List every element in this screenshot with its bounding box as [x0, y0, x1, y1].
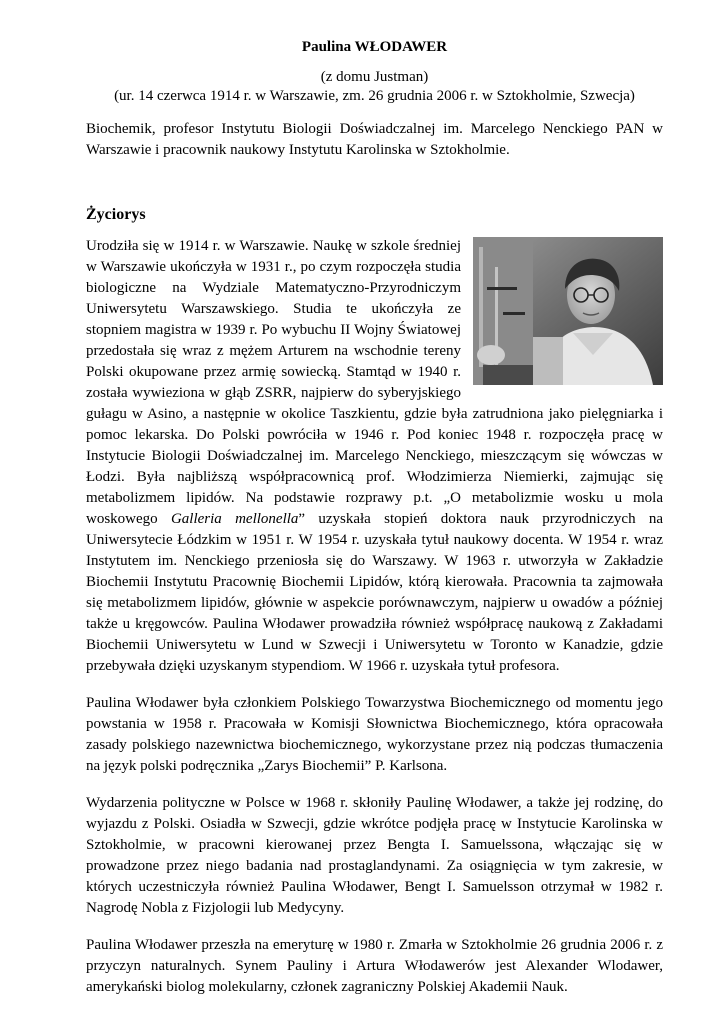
section-heading: Życiorys	[86, 206, 146, 223]
retirement-paragraph: Paulina Włodawer przeszła na emeryturę w 1980 r. Zmarła w Sztokholmie 26 grudnia 2006 r. z przyczyn naturalnych. Synem Pauliny i Artura Włodawerów jest Alexander Wlodawer, amerykański biolog molekularny, członek zagraniczny Polskiej Akademii Nauk.	[86, 937, 663, 995]
person-name: Paulina WŁODAWER	[301, 39, 448, 55]
species-name: Galleria mellonella	[170, 511, 299, 527]
document-page	[86, 38, 663, 998]
maiden-name: (z domu Justman)	[320, 69, 429, 85]
biography-text-part2: ” uzyskała stopień doktora nauk przyrodniczych na Uniwersytecie Łódzkim w 1951 r. W 1954 r. uzyskała tytuł naukowy docenta. W 1954 r. wraz Instytutem im. Nenckiego przeniosła się do Warszawy. W 1963 r. utworzyła w Zakładzie Biochemii Instytutu Pracownię Biochemii Lipidów, którą kierowała. Pracownia ta zajmowała się metabolizmem lipidów, głównie w aspekcie porównawczym, najpierw u owadów a później także u kręgowców. Paulina Włodawer prowadziła również współpracę naukową z Zakładami Biochemii Uniwersytetu w Lund w Szwecji i Uniwersytetu w Toronto w Kanadzie, gdzie przebywała dzięki uzyskanym stypendiom. W 1966 r. uzyskała tytuł profesora.	[86, 511, 664, 674]
life-dates: (ur. 14 czerwca 1914 r. w Warszawie, zm. 26 grudnia 2006 r. w Sztokholmie, Szwecja)	[114, 88, 635, 104]
portrait-photo	[473, 237, 663, 385]
society-paragraph: Paulina Włodawer była członkiem Polskiego Towarzystwa Biochemicznego od momentu jego powstania w 1958 r. Pracowała w Komisji Słownictwa Biochemicznego, która opracowała zasady polskiego nazewnictwa biochemicznego, wykorzystane przez nią podczas tłumaczenia na język polski podręcznika „Zarys Biochemii” P. Karlsona.	[86, 695, 663, 774]
emigration-paragraph: Wydarzenia polityczne w Polsce w 1968 r. skłoniły Paulinę Włodawer, a także jej rodzinę, do wyjazdu z Polski. Osiadła w Szwecji, gdzie wkrótce podjęła pracę w Instytucie Karolinska w Sztokholmie, w pracowni kierowanej przez Bengta I. Samuelssona, włączając się w prowadzone przez niego badania nad prostaglandynami. Za osiągnięcia w tym zakresie, w których uczestniczyła również Paulina Włodawer, Bengt I. Samuelsson otrzymał w 1982 r. Nagrodę Nobla z Fizjologii lub Medycyny.	[86, 795, 663, 916]
biography-text-part1: Urodziła się w 1914 r. w Warszawie. Naukę w szkole średniej w Warszawie ukończyła w 1931 r., po czym rozpoczęła studia biologiczne na Wydziale Matematyczno-Przyrodniczym Uniwersytetu Warszawskiego. Studia te ukończyła ze stopniem magistra w 1939 r. Po wybuchu II Wojny Światowej przedostała się wraz z mężem Arturem na wschodnie tereny Polski okupowane przez armię sowiecką. Stamtąd w 1940 r. została wywieziona w głąb ZSRR, najpierw do syberyjskiego gułagu w Asino, a następnie w okolice Taszkientu, gdzie była zatrudniona jako pielęgniarka i pomoc lekarska. Do Polski powróciła w 1946 r. Pod koniec 1948 r. rozpoczęła pracę w Instytucie Biologii Doświadczalnej im. Marcelego Nenckiego, mieszczącym się wówczas w Łodzi. Była najbliższą współpracownicą prof. Włodzimierza Niemierki, zajmując się metabolizmem lipidów. Na podstawie rozprawy p.t. „O metabolizmie wosku u mola woskowego	[86, 238, 663, 527]
intro-paragraph: Biochemik, profesor Instytutu Biologii Doświadczalnej im. Marcelego Nenckiego PAN w Warszawie i pracownik naukowy Instytutu Karolinska w Sztokholmie.	[86, 121, 663, 158]
biography-paragraph	[86, 236, 663, 677]
